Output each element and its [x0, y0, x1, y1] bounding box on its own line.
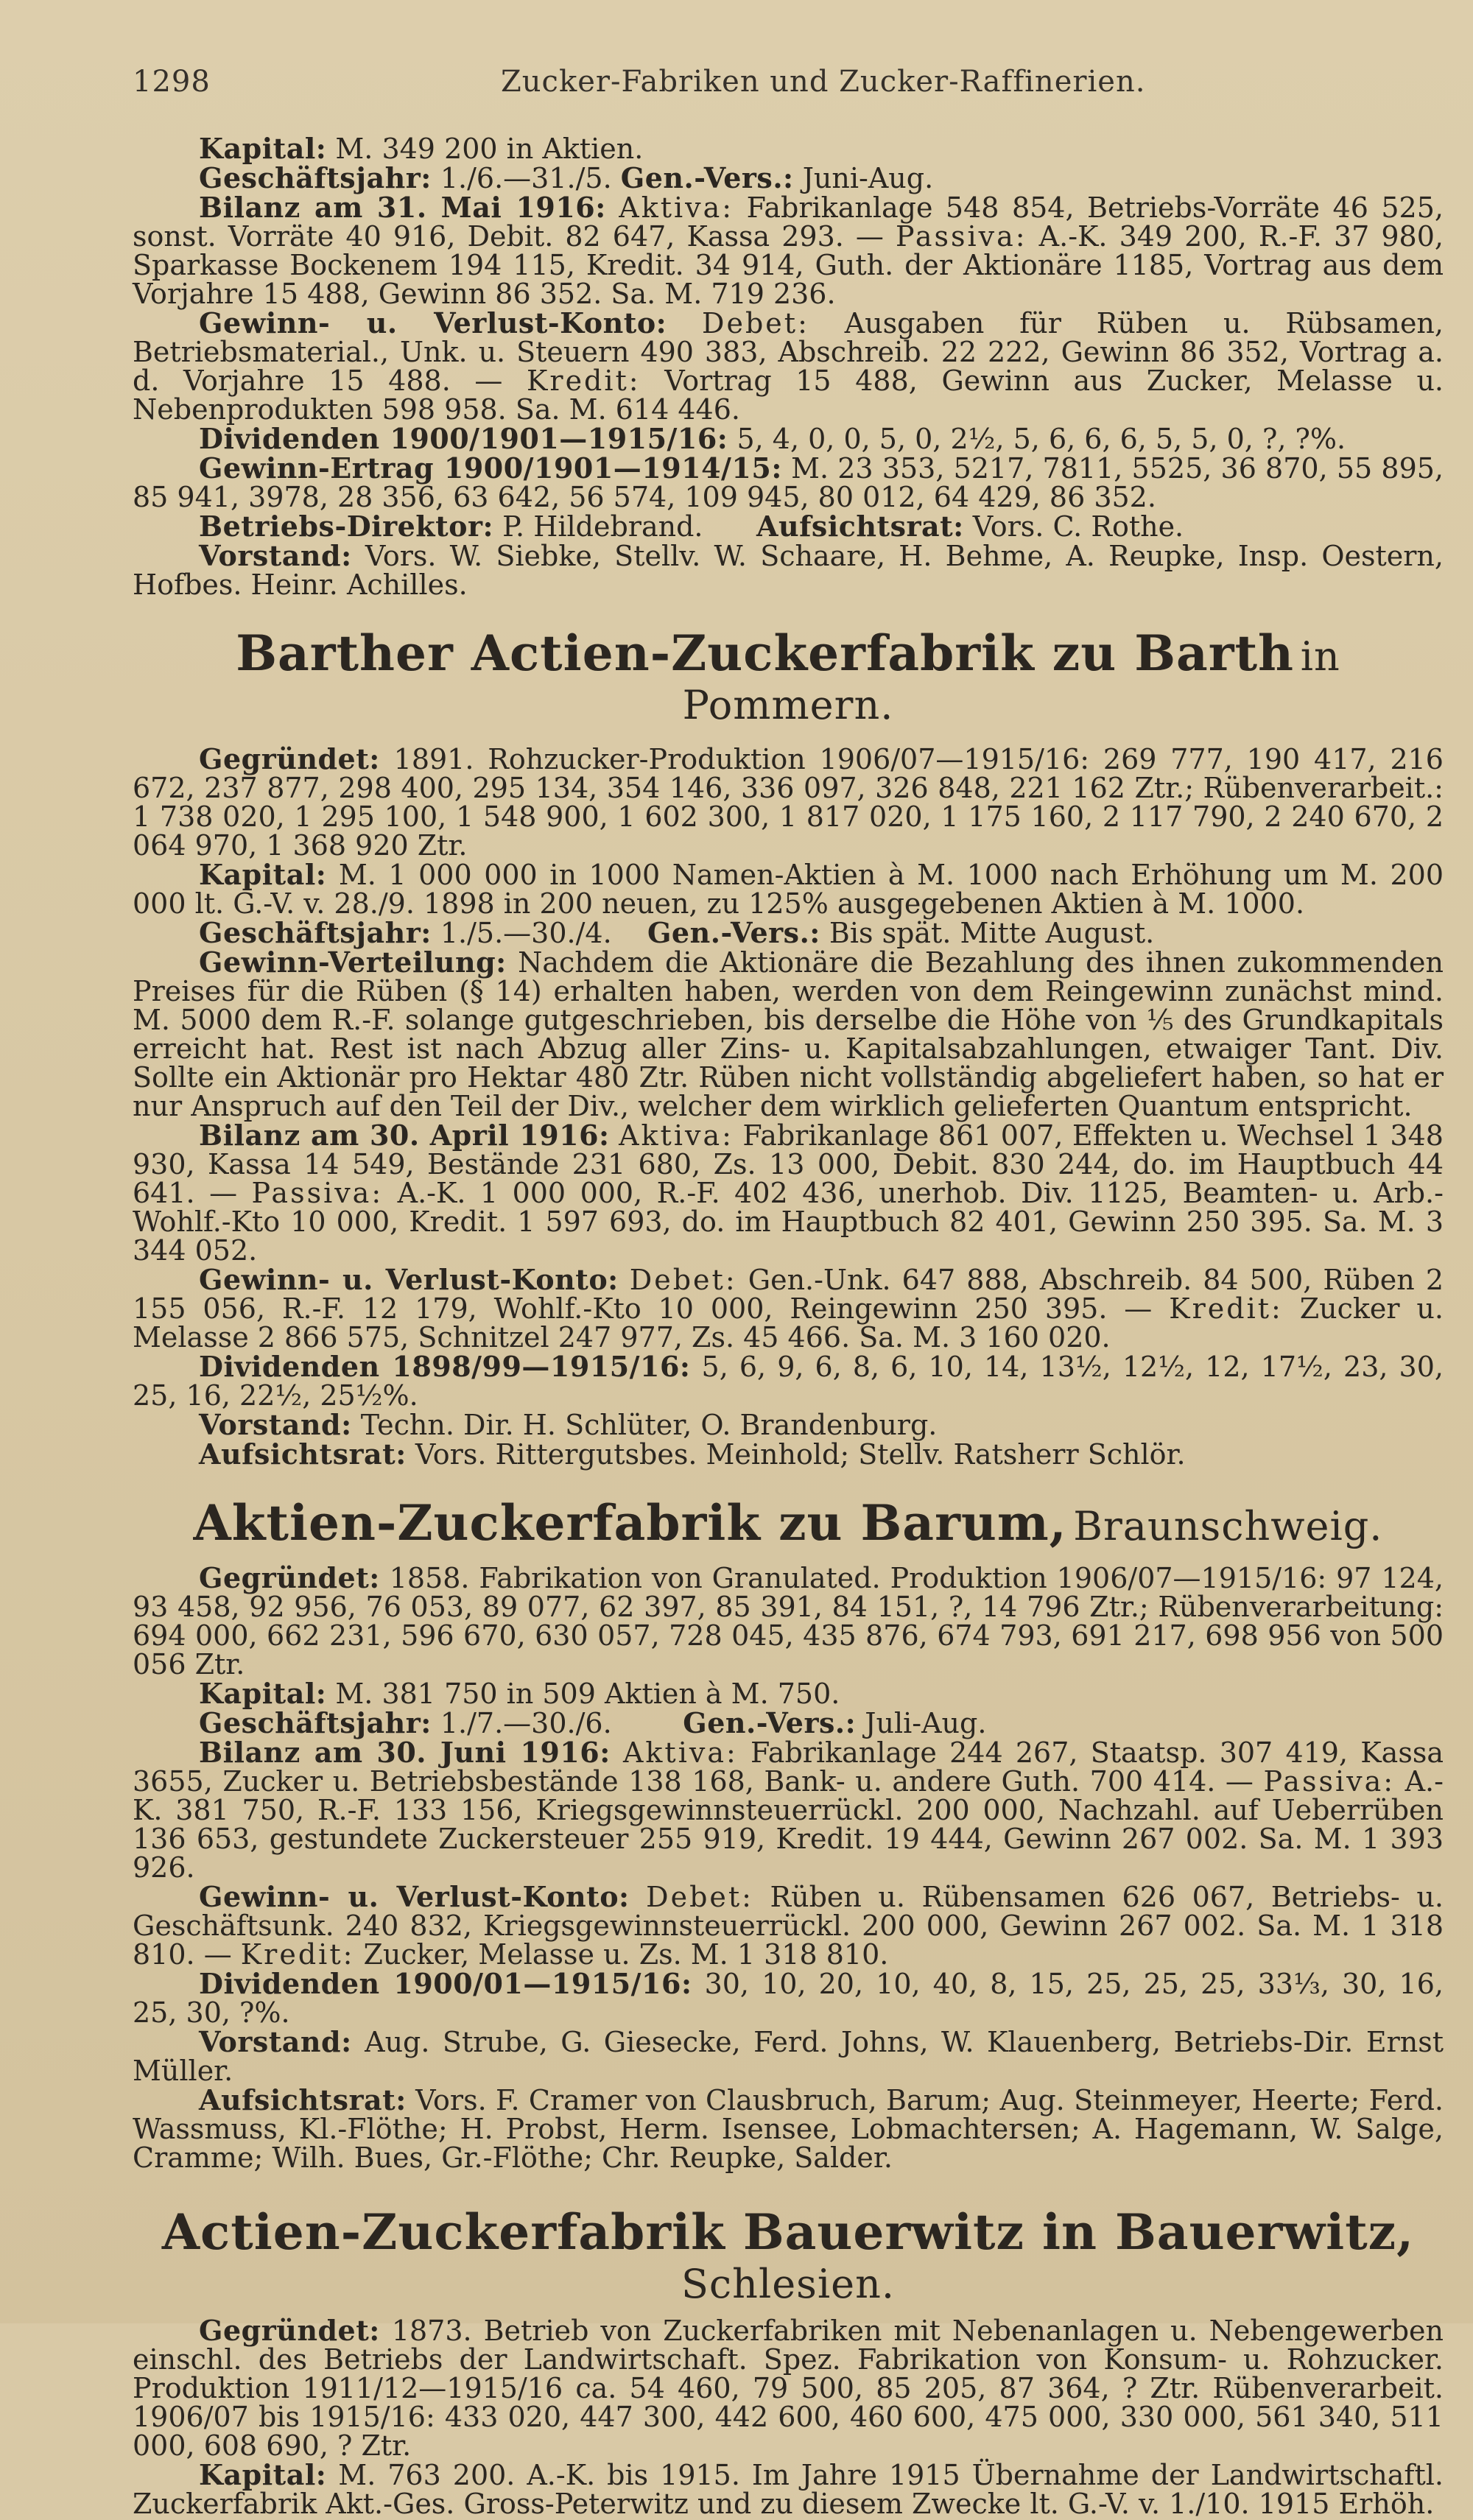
barth-geschaeftsjahr: Geschäftsjahr: 1./5.—30./4. Gen.-Vers.: Bis spät. Mitte August. [199, 916, 1155, 949]
barum-vorstand: Vorstand: Aug. Strube, G. Giesecke, Ferd. Johns, W. Klauenberg, Betriebs-Dir. Ernst Müller. [133, 2025, 1444, 2087]
bauerwitz-gegruendet: Gegründet: 1873. Betrieb von Zuckerfabriken mit Nebenanlagen u. Nebengewerben einschl. des Betriebs der Landwirtschaft. Spez. Fabrikation von Konsum- u. Rohzucker. Produktion 1911/12—1915/16 ca. 54 460, 79 500, 85 205, 87 364, ? Ztr. Rübenverarbeit. 1906/07 bis 1915/16: 433 020, 447 300, 442 600, 460 600, 475 000, 330 000, 561 340, 511 000, 608 690, ? Ztr. [133, 2314, 1444, 2462]
heading-bauerwitz: Actien-Zuckerfabrik Bauerwitz in Bauerwitz, Schlesien. [161, 2203, 1415, 2307]
page-body [133, 134, 1444, 2519]
barth-guv: Gewinn- u. Verlust-Konto: Debet: Gen.-Unk. 647 888, Abschreib. 84 500, Rüben 2 155 056, R.-F. 12 179, Wohlf.-Kto 10 000, Reingewinn 250 395. — Kredit: Zucker u. Melasse 2 866 575, Schnitzel 247 977, Zs. 45 466. Sa. M. 3 160 020. [133, 1263, 1444, 1354]
barum-kapital: Kapital: M. 381 750 in 509 Aktien à M. 750. [199, 1677, 840, 1710]
barth-aufsichtsrat: Aufsichtsrat: Vors. Rittergutsbes. Meinhold; Stellv. Ratsherr Schlör. [199, 1437, 1186, 1471]
heading-barum: Aktien-Zuckerfabrik zu Barum, Braunschweig. [193, 1494, 1383, 1552]
barth-dividenden: Dividenden 1898/99—1915/16: 5, 6, 9, 6, 8, 6, 10, 14, 13½, 12½, 12, 17½, 23, 30, 25, 16, 22½, 25½%. [133, 1350, 1444, 1412]
heading-barth: Barther Actien-Zuckerfabrik zu Barth in Pommern. [236, 624, 1340, 728]
prev-guv: Gewinn- u. Verlust-Konto: Debet: Ausgaben für Rüben u. Rübsamen, Betriebsmaterial., Unk. u. Steuern 490 383, Abschreib. 22 222, Gewinn 86 352, Vortrag a. d. Vorjahre 15 488. — Kredit: Vortrag 15 488, Gewinn aus Zucker, Melasse u. Nebenprodukten 598 958. Sa. M. 614 446. [133, 306, 1444, 426]
barth-bilanz: Bilanz am 30. April 1916: Aktiva: Fabrikanlage 861 007, Effekten u. Wechsel 1 348 930, Kassa 14 549, Bestände 231 680, Zs. 13 000, Debit. 830 244, do. im Hauptbuch 44 641. — Passiva: A.-K. 1 000 000, R.-F. 402 436, unerhob. Div. 1125, Beamten- u. Arb.-Wohlf.-Kto 10 000, Kredit. 1 597 693, do. im Hauptbuch 82 401, Gewinn 250 395. Sa. M. 3 344 052. [133, 1119, 1444, 1267]
prev-geschaeftsjahr: Geschäftsjahr: 1./6.—31./5. Gen.-Vers.: Juni-Aug. [199, 161, 934, 194]
barum-guv: Gewinn- u. Verlust-Konto: Debet: Rüben u. Rübensamen 626 067, Betriebs- u. Geschäftsunk. 240 832, Kriegsgewinnsteuerrückl. 200 000, Gewinn 267 002. Sa. M. 1 318 810. — Kredit: Zucker, Melasse u. Zs. M. 1 318 810. [133, 1880, 1444, 1971]
barth-gegruendet: Gegründet: 1891. Rohzucker-Produktion 1906/07—1915/16: 269 777, 190 417, 216 672, 237 877, 298 400, 295 134, 354 146, 336 097, 326 848, 221 162 Ztr.; Rübenverarbeit.: 1 738 020, 1 295 100, 1 548 900, 1 602 300, 1 817 020, 1 175 160, 2 117 790, 2 240 670, 2 064 970, 1 368 920 Ztr. [133, 742, 1444, 862]
bauerwitz-kapital: Kapital: M. 763 200. A.-K. bis 1915. Im Jahre 1915 Übernahme der Landwirtschaftl. Zuckerfabrik Akt.-Ges. Gross-Peterwitz und zu diesem Zwecke lt. G.-V. v. 1./10. 1915 Erhöh. [133, 2458, 1444, 2520]
prev-gewinn-ertrag: Gewinn-Ertrag 1900/1901—1914/15: M. 23 353, 5217, 7811, 5525, 36 870, 55 895, 85 941, 3978, 28 356, 63 642, 56 574, 109 945, 80 012, 64 429, 86 352. [133, 451, 1444, 513]
prev-vorstand: Vorstand: Vors. W. Siebke, Stellv. W. Schaare, H. Behme, A. Reupke, Insp. Oestern, Hofbes. Heinr. Achilles. [133, 539, 1444, 601]
barth-kapital: Kapital: M. 1 000 000 in 1000 Namen-Aktien à M. 1000 nach Erhöhung um M. 200 000 lt. G.-V. v. 28./9. 1898 in 200 neuen, zu 125% ausgegebenen Aktien à M. 1000. [133, 858, 1444, 920]
running-title: Zucker-Fabriken und Zucker-Raffinerien. [501, 65, 1146, 99]
barum-gegruendet: Gegründet: 1858. Fabrikation von Granulated. Produktion 1906/07—1915/16: 97 124, 93 458, 92 956, 76 053, 89 077, 62 397, 85 391, 84 151, ?, 14 796 Ztr.; Rübenverarbeitung: 694 000, 662 231, 596 670, 630 057, 728 045, 435 876, 674 793, 691 217, 698 956 von 500 056 Ztr. [133, 1561, 1444, 1680]
barum-aufsichtsrat: Aufsichtsrat: Vors. F. Cramer von Clausbruch, Barum; Aug. Steinmeyer, Heerte; Ferd. Wassmuss, Kl.-Flöthe; H. Probst, Herm. Isensee, Lobmachtersen; A. Hagemann, W. Salge, Cramme; Wilh. Bues, Gr.-Flöthe; Chr. Reupke, Salder. [133, 2083, 1444, 2174]
barum-bilanz: Bilanz am 30. Juni 1916: Aktiva: Fabrikanlage 244 267, Staatsp. 307 419, Kassa 3655, Zucker u. Betriebsbestände 138 168, Bank- u. andere Guth. 700 414. — Passiva: A.-K. 381 750, R.-F. 133 156, Kriegsgewinnsteuerrückl. 200 000, Nachzahl. auf Ueberrüben 136 653, gestundete Zuckersteuer 255 919, Kredit. 19 444, Gewinn 267 002. Sa. M. 1 393 926. [133, 1736, 1444, 1884]
prev-direktor: Betriebs-Direktor: P. Hildebrand. Aufsichtsrat: Vors. C. Rothe. [199, 510, 1184, 543]
barth-vorstand: Vorstand: Techn. Dir. H. Schlüter, O. Brandenburg. [199, 1408, 938, 1441]
prev-dividenden: Dividenden 1900/1901—1915/16: 5, 4, 0, 0, 5, 0, 2½, 5, 6, 6, 6, 5, 5, 0, ?, ?%. [199, 422, 1346, 455]
barum-dividenden: Dividenden 1900/01—1915/16: 30, 10, 20, 10, 40, 8, 15, 25, 25, 25, 33⅓, 30, 16, 25, 30, ?%. [133, 1967, 1444, 2029]
prev-bilanz: Bilanz am 31. Mai 1916: Aktiva: Fabrikanlage 548 854, Betriebs-Vorräte 46 525, sonst. Vorräte 40 916, Debit. 82 647, Kassa 293. — Passiva: A.-K. 349 200, R.-F. 37 980, Sparkasse Bockenem 194 115, Kredit. 34 914, Guth. der Aktionäre 1185, Vortrag aus dem Vorjahre 15 488, Gewinn 86 352. Sa. M. 719 236. [133, 191, 1444, 310]
barum-geschaeftsjahr: Geschäftsjahr: 1./7.—30./6. Gen.-Vers.: Juli-Aug. [199, 1706, 987, 1739]
page-number: 1298 [133, 65, 211, 99]
prev-kapital: Kapital: M. 349 200 in Aktien. [199, 132, 644, 165]
barth-gewinn-verteilung: Gewinn-Verteilung: Nachdem die Aktionäre die Bezahlung des ihnen zukommenden Preises für die Rüben (§ 14) erhalten haben, werden von dem Reingewinn zunächst mind. M. 5000 dem R.-F. solange gutgeschrieben, bis derselbe die Höhe von ⅕ des Grundkapitals erreicht hat. Rest ist nach Abzug aller Zins- u. Kapitalsabzahlungen, etwaiger Tant. Div. Sollte ein Aktionär pro Hektar 480 Ztr. Rüben nicht vollständig abgeliefert haben, so hat er nur Anspruch auf den Teil der Div., welcher dem wirklich gelieferten Quantum entspricht. [133, 946, 1444, 1122]
